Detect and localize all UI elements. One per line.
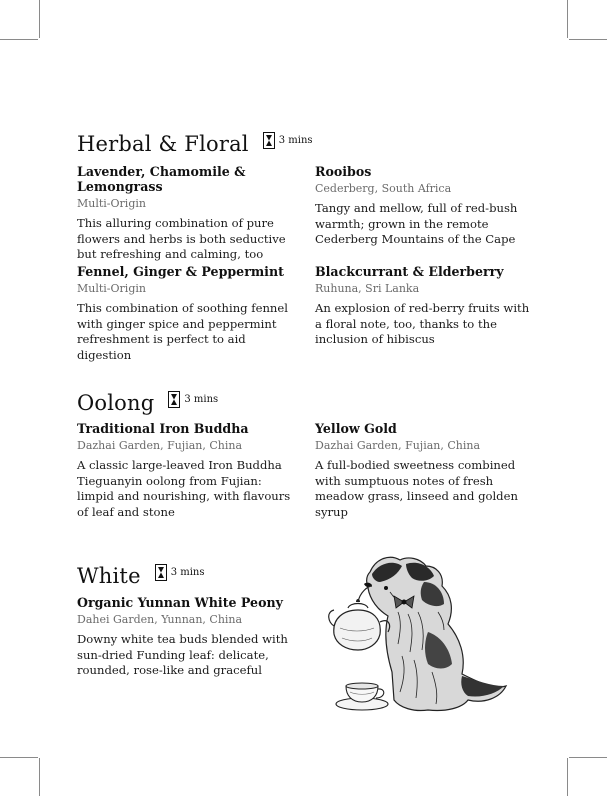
tea-item <box>77 421 292 520</box>
crop-mark <box>0 39 38 40</box>
section-white-heading <box>77 564 205 588</box>
tea-item <box>77 264 292 363</box>
tea-name: Blackcurrant & Elderberry <box>315 264 504 279</box>
tea-item <box>315 421 530 520</box>
tea-origin: Dazhai Garden, Fujian, China <box>315 439 481 452</box>
tea-origin: Dahei Garden, Yunnan, China <box>77 613 243 626</box>
brew-time-label: 3 mins <box>278 135 313 146</box>
tea-description: A classic large-leaved Iron Buddha Tieguanyin oolong from Fujian: limpid and nourishing, with flavours of leaf and stone <box>77 458 291 519</box>
tea-item <box>315 164 530 248</box>
tea-origin: Dazhai Garden, Fujian, China <box>77 439 243 452</box>
crop-mark <box>39 0 40 38</box>
dog-with-teapot-illustration <box>328 552 518 720</box>
hourglass-icon <box>155 564 167 581</box>
crop-mark <box>567 0 568 38</box>
tea-name: Traditional Iron Buddha <box>77 421 249 436</box>
tea-name: Yellow Gold <box>315 421 397 436</box>
tea-name: Fennel, Ginger & Peppermint <box>77 264 284 279</box>
tea-name: Lavender, Chamomile & Lemongrass <box>77 164 246 194</box>
brew-time <box>263 132 313 149</box>
tea-description: An explosion of red-berry fruits with a floral note, too, thanks to the inclusion of hibiscus <box>315 301 530 346</box>
tea-name: Rooibos <box>315 164 372 179</box>
brew-time <box>168 391 218 408</box>
tea-description: This alluring combination of pure flowers and herbs is both seductive but refreshing and calming, too <box>77 216 286 261</box>
section-herbal-floral-heading <box>77 132 313 156</box>
tea-origin: Multi-Origin <box>77 197 146 210</box>
crop-mark <box>569 757 607 758</box>
tea-origin: Cederberg, South Africa <box>315 182 452 195</box>
tea-description: Downy white tea buds blended with sun-dried Funding leaf: delicate, rounded, rose-like and graceful <box>77 632 288 677</box>
crop-mark <box>567 758 568 796</box>
section-title: Herbal & Floral <box>77 132 249 156</box>
tea-origin: Ruhuna, Sri Lanka <box>315 282 420 295</box>
brew-time-label: 3 mins <box>184 394 219 405</box>
section-oolong-heading <box>77 391 218 415</box>
section-title: White <box>77 564 141 588</box>
tea-description: A full-bodied sweetness combined with sumptuous notes of fresh meadow grass, linseed and golden syrup <box>315 458 518 519</box>
brew-time-label: 3 mins <box>170 567 205 578</box>
tea-item <box>77 595 292 679</box>
tea-description: This combination of soothing fennel with ginger spice and peppermint refreshment is perfect to aid digestion <box>77 301 288 362</box>
crop-mark <box>0 757 38 758</box>
tea-description: Tangy and mellow, full of red-bush warmth; grown in the remote Cederberg Mountains of the Cape <box>315 201 518 246</box>
hourglass-icon <box>263 132 275 149</box>
crop-mark <box>39 758 40 796</box>
section-title: Oolong <box>77 391 155 415</box>
tea-origin: Multi-Origin <box>77 282 146 295</box>
crop-mark <box>569 39 607 40</box>
tea-item <box>315 264 530 348</box>
tea-item <box>77 164 292 263</box>
tea-name: Organic Yunnan White Peony <box>77 595 283 610</box>
brew-time <box>155 564 205 581</box>
hourglass-icon <box>168 391 180 408</box>
